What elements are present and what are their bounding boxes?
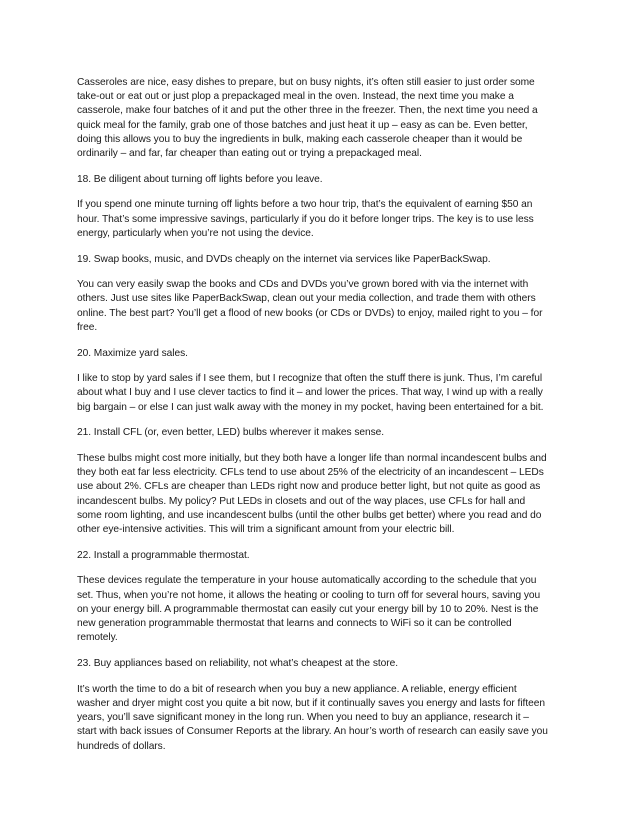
tip-19-heading: 19. Swap books, music, and DVDs cheaply on the internet via services like PaperBackSwap.: [77, 253, 491, 265]
tip-20-heading: 20. Maximize yard sales.: [77, 347, 188, 359]
tip-23-body: It’s worth the time to do a bit of research when you buy a new appliance. A reliable, energy efficient washer and dryer might cost you quite a bit now, but if it continually saves you energy and lasts for fifteen years, you’ll save significant money in the long run. When you need to buy an appliance, research it – start with back issues of Consumer Reports at the library. An hour’s worth of research can easily save you hundreds of dollars.: [77, 683, 548, 752]
paragraph-casseroles: Casseroles are nice, easy dishes to prepare, but on busy nights, it’s often still easier to just order some take-out or eat out or just plop a prepackaged meal in the oven. Instead, the next time you make a casserole, make four batches of it and put the other three in the freezer. Then, the next time you need a quick meal for the family, grab one of those batches and just heat it up – easy as can be. Even better, doing this allows you to buy the ingredients in bulk, making each casserole cheaper than it would be ordinarily – and far, far cheaper than eating out or trying a prepackaged meal.: [77, 77, 538, 160]
tip-22-heading: 22. Install a programmable thermostat.: [77, 549, 250, 561]
tip-19-body: You can very easily swap the books and CDs and DVDs you’ve grown bored with via the internet with others. Just use sites like PaperBackSwap, clean out your media collection, and trade them with others online. The best part? You’ll get a flood of new books (or CDs or DVDs) to enjoy, mailed right to you – for free.: [77, 279, 543, 333]
tip-22-body: These devices regulate the temperature in your house automatically according to the schedule that you set. Thus, when you’re not home, it allows the heating or cooling to turn off for several hours, saving you on your energy bill. A programmable thermostat can easily cut your energy bill by 10 to 20%. Nest is the new generation programmable thermostat that learns and connects to WiFi so it can be controlled remotely.: [77, 575, 541, 644]
tip-20-body: I like to stop by yard sales if I see them, but I recognize that often the stuff there is junk. Thus, I’m careful about what I buy and I use clever tactics to find it – and lower the prices. That way, I wind up with a really big bargain – or else I can just walk away with the money in my pocket, having been entertained for a bit.: [77, 373, 544, 413]
tip-18-heading: 18. Be diligent about turning off lights before you leave.: [77, 173, 323, 185]
tip-21-body: These bulbs might cost more initially, but they both have a longer life than normal incandescent bulbs and they both eat far less electricity. CFLs tend to use about 25% of the electricity of an incandescent – LEDs use about 2%. CFLs are cheaper than LEDs right now and produce better light, but not quite as good as incandescent bulbs. My policy? Put LEDs in closets and out of the way places, use CFLs for hall and some room lighting, and use incandescent bulbs (until the other bulbs get better) where you read and do other eye-intensive activities. This will trim a significant amount from your electric bill.: [77, 453, 547, 536]
tip-18-body: If you spend one minute turning off lights before a two hour trip, that’s the equivalent of earning $50 an hour. That’s some impressive savings, particularly if you do it before longer trips. The key is to use less energy, particularly when you’re not using the device.: [77, 199, 534, 239]
tip-21-heading: 21. Install CFL (or, even better, LED) bulbs wherever it makes sense.: [77, 427, 385, 439]
document-page: [77, 76, 549, 765]
tip-23-heading: 23. Buy appliances based on reliability, not what’s cheapest at the store.: [77, 658, 398, 669]
